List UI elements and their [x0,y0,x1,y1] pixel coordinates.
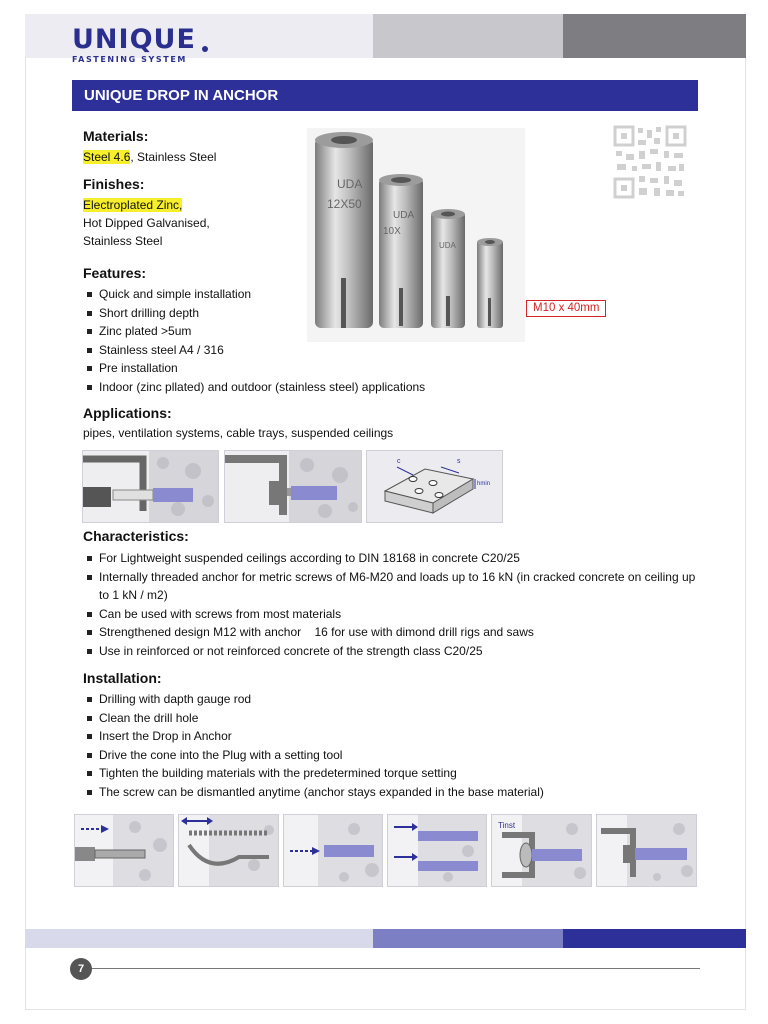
header-band-dark [563,14,746,58]
list-item: Pre installation [84,359,514,378]
features-heading: Features: [83,265,147,281]
list-item: For Lightweight suspended ceilings according to DIN 18168 in concrete C20/25 [84,549,704,568]
list-item: Short drilling depth [84,304,514,323]
anchor-small-icon [431,209,465,328]
anchor-mark: UDA [393,210,415,221]
application-image-pipe [82,450,219,523]
installation-heading: Installation: [83,670,162,686]
qr-code-icon [612,124,688,200]
anchor-mark: UDA [439,241,456,250]
anchor-size-mark: 12X50 [327,197,362,211]
install-step-insert [283,814,383,887]
list-item: Tighten the building materials with the predetermined torque setting [84,764,704,783]
header-band-mid [373,14,563,58]
list-item: Stainless steel A4 / 316 [84,341,514,360]
logo-dot-icon [202,46,208,52]
install-step-final [596,814,697,887]
page-title: UNIQUE DROP IN ANCHOR [72,80,698,111]
finishes-highlight: Electroplated Zinc, [83,198,183,212]
footer-color-band [25,929,746,948]
list-item: Drive the cone into the Plug with a setting tool [84,746,704,765]
list-item: Insert the Drop in Anchor [84,727,704,746]
footer-band-dark [563,929,746,948]
logo-name: UNIQUE [72,24,196,55]
list-item: Quick and simple installation [84,285,514,304]
anchor-medium-icon [379,174,423,328]
install-step-drill [74,814,174,887]
applications-heading: Applications: [83,405,172,421]
list-item: Indoor (zinc pllated) and outdoor (stainless steel) applications [84,378,514,397]
list-item: Zinc plated >5um [84,322,514,341]
anchor-size-mark: 10X [383,226,401,237]
characteristics-heading: Characteristics: [83,528,189,544]
footer-band-light [25,929,373,948]
anchor-tiny-icon [477,238,503,328]
list-item: The screw can be dismantled anytime (anchor stays expanded in the base material) [84,783,704,802]
application-image-bracket [224,450,362,523]
install-step-set [387,814,487,887]
page-number: 7 [70,958,92,980]
footer-divider [92,968,700,969]
finishes-text [83,196,210,250]
list-item: Can be used with screws from most materials [84,605,704,624]
list-item: Use in reinforced or not reinforced concrete of the strength class C20/25 [84,642,704,661]
list-item: Internally threaded anchor for metric screws of M6-M20 and loads up to 16 kN (in cracked concrete on ceiling up to 1 kN / m2) [84,568,704,605]
install-step-torque [491,814,592,887]
application-diagram [366,450,503,523]
logo-tagline: FASTENING SYSTEM [72,55,187,64]
anchor-mark: UDA [337,177,363,191]
list-item: Drilling with dapth gauge rod [84,690,704,709]
list-item: Strengthened design M12 with anchor 16 for use with dimond drill rigs and saws [84,623,704,642]
materials-highlight: Steel 4.6 [83,150,131,164]
diagram-hmin-label: hmin [477,481,491,487]
diagram-s-label: s [457,458,461,465]
materials-heading: Materials: [83,128,149,144]
materials-text [83,148,216,166]
diagram-c-label: c [397,458,401,465]
torque-label: Tinst [498,821,516,830]
characteristics-list [84,549,704,661]
footer-band-mid [373,929,563,948]
drop-in-anchors-illustration [307,128,525,342]
finishes-heading: Finishes: [83,176,145,192]
applications-text: pipes, ventilation systems, cable trays, suspended ceilings [83,426,394,440]
list-item: Clean the drill hole [84,709,704,728]
finishes-line: Stainless Steel [83,234,163,248]
size-label: M10 x 40mm [526,300,606,317]
anchor-large-icon [315,132,373,328]
unique-logo [72,26,208,64]
materials-rest: , Stainless Steel [130,150,217,164]
installation-list [84,690,704,802]
product-image [307,128,525,342]
install-step-clean [178,814,279,887]
finishes-line: Hot Dipped Galvanised, [83,216,210,230]
